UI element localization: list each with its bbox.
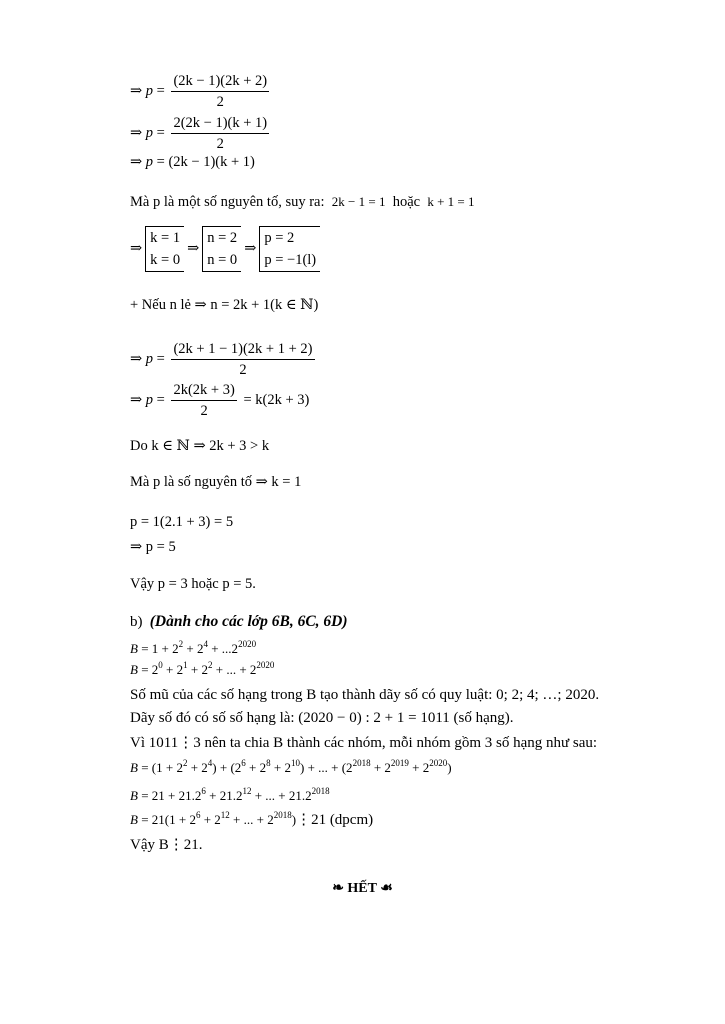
equation-p-4: ⇒ p = $\frac{(2k + 1 - 1)(2k + 1 + 2)}{2}$ (130, 341, 313, 378)
b-factored-sum: $B = 21 + 21.2^6 + 21.2^{12}$ + ... + $21.2^{2018}$ (130, 786, 330, 803)
odd-case-line: + Nếu n lẻ ⇒ n = 2k + 1(k ∈ ℕ) (130, 297, 319, 313)
conclusion-line: Vậy p = 3 hoặc p = 5. (130, 576, 256, 592)
left-ornament-icon: ❧ (332, 881, 344, 896)
ma-line: Mà p là số nguyên tố ⇒ k = 1 (130, 474, 302, 490)
fraction: $\frac{(2k + 1 - 1)(2k + 1 + 2)}{2}$ (173, 341, 313, 378)
fraction: $\frac{(2k - 1)(2k + 2)}{2}$ (173, 73, 268, 110)
p-calc-line: p = 1(2.1 + 3) = 5 (130, 514, 234, 530)
part-b-heading: b) (Dành cho các lớp 6B, 6C, 6D) (130, 613, 348, 630)
equation-p-2: ⇒ p = $\frac{2(2k - 1)(k + 1)}{2}$ (130, 115, 268, 152)
case-bracket: n = 2 n = 0 (202, 226, 241, 272)
end-mark: ❧ HẾT ☙ (332, 881, 393, 896)
prime-statement: Mà p là một số nguyên tố, suy ra: 2k − 1 = 1 hoặc k + 1 = 1 (130, 194, 475, 210)
b-grouped-sum: $B = (1 + 2^2 + 2^4) + (2^6 + 2^8 + 2^{10})$ + ... + $(2^{2018} + 2^{2019} + 2^{2020})$ (130, 758, 452, 775)
exponent-sequence-line: Số mũ của các số hạng trong B tạo thành dãy số có quy luật: 0; 2; 4; …; 2020. (130, 687, 600, 703)
case-system: ⇒ k = 1 k = 0 ⇒ n = 2 n = 0 ⇒ p = 2 p = −1(l) (130, 226, 323, 272)
right-ornament-icon: ☙ (380, 881, 393, 896)
case-bracket: p = 2 p = −1(l) (259, 226, 320, 272)
p-equals-5-line: ⇒ p = 5 (130, 539, 176, 555)
term-count-line: Dãy số đó có số số hạng là: (2020 − 0) : 2 + 1 = 1011 (số hạng). (130, 710, 514, 726)
case-bracket: k = 1 k = 0 (145, 226, 184, 272)
b-definition-1: $B = 1 + 2^2 + 2^4 + ...2^{2020}$ (130, 639, 257, 656)
equation-p-1: ⇒ p = $\frac{(2k - 1)(2k + 2)}{2}$ (130, 73, 268, 110)
grouping-line: Vì 1011⋮3 nên ta chia B thành các nhóm, mỗi nhóm gồm 3 số hạng như sau: (130, 735, 598, 751)
equation-p-3: ⇒ p = (2k − 1)(k + 1) (130, 154, 255, 170)
b-divisible-line: $B = 21(1 + 2^6 + 2^{12}$ + ... + $2^{2018})⋮21$ (dpcm) (130, 810, 374, 828)
do-line: Do k ∈ ℕ ⇒ 2k + 3 > k (130, 438, 270, 454)
fraction: $\frac{2k(2k + 3)}{2}$ (173, 382, 235, 419)
fraction: $\frac{2(2k - 1)(k + 1)}{2}$ (173, 115, 268, 152)
b-definition-2: $B = 2^0 + 2^1 + 2^2$ + ... + $2^{2020}$ (130, 660, 275, 677)
equation-p-5: ⇒ p = $\frac{2k(2k + 3)}{2}$ = k(2k + 3) (130, 382, 310, 419)
final-conclusion: Vậy B⋮21. (130, 837, 203, 853)
